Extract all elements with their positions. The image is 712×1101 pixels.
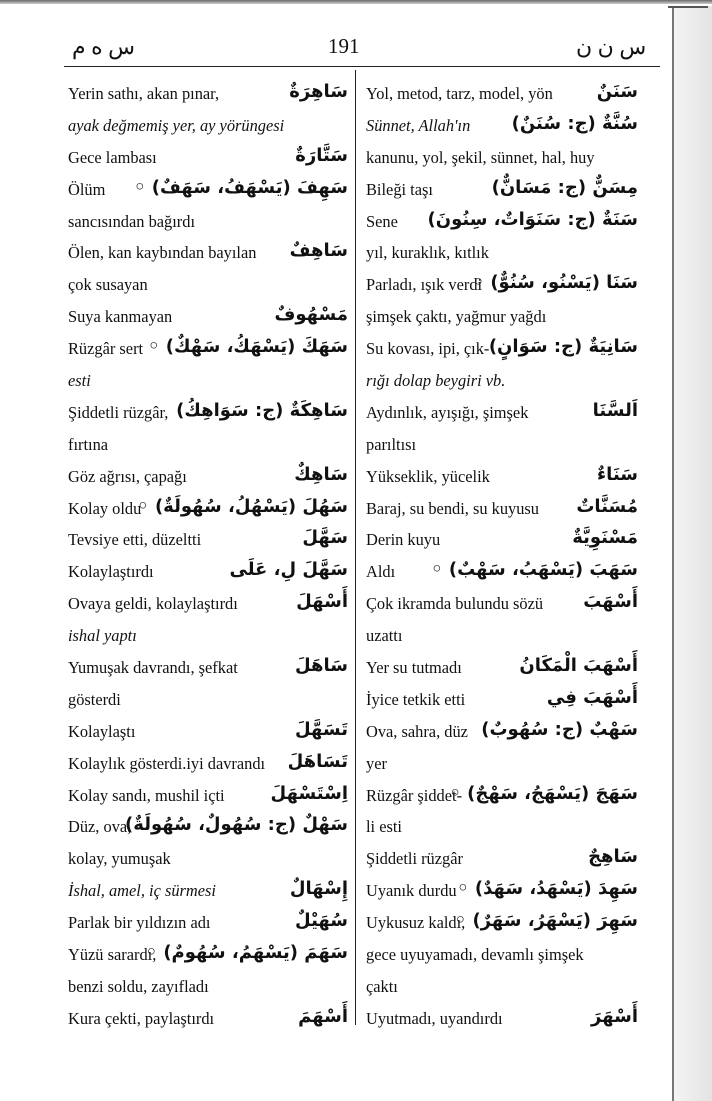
entry-line xyxy=(366,301,646,333)
entry-line xyxy=(68,397,348,429)
entry-line xyxy=(366,397,646,429)
entry-line xyxy=(366,365,646,397)
entry-line xyxy=(366,110,646,142)
entry-line xyxy=(68,684,348,716)
turkish-definition: Yüzü sarardı, xyxy=(68,945,157,965)
entry-line xyxy=(68,748,348,780)
turkish-definition: çok susayan xyxy=(68,275,148,295)
right-column xyxy=(366,78,646,1035)
entry-line xyxy=(366,684,646,716)
header-right-guide-letters: س ن ن xyxy=(576,34,647,59)
entry-line xyxy=(366,652,646,684)
turkish-definition: Uyutmadı, uyandırdı xyxy=(366,1008,503,1028)
entry-line xyxy=(68,461,348,493)
entry-line xyxy=(68,811,348,843)
entry-line xyxy=(68,780,348,812)
turkish-definition: yıl, kuraklık, kıtlık xyxy=(366,243,489,263)
turkish-definition: Bileği taşı xyxy=(366,179,433,199)
entry-line xyxy=(366,939,646,971)
arabic-headword: أَسْهَلَ xyxy=(296,591,348,613)
entry-line xyxy=(366,174,646,206)
entry-line xyxy=(366,429,646,461)
arabic-headword: سَهْبٌ (ج: سُهُوبٌ) xyxy=(481,718,638,740)
turkish-definition: Sene xyxy=(366,211,398,231)
arabic-headword: أَسْهَبَ xyxy=(583,591,638,613)
turkish-definition: şimşek çaktı, yağmur yağdı xyxy=(366,307,547,327)
turkish-definition: Çok ikramda bulundu sözü xyxy=(366,594,544,614)
turkish-definition: Parlak bir yıldızın adı xyxy=(68,913,211,933)
page-number: 191 xyxy=(328,34,360,58)
entry-line xyxy=(366,907,646,939)
entry-line xyxy=(366,78,646,110)
arabic-headword: سُنَّةٌ (ج: سُنَنٌ) xyxy=(511,112,638,134)
arabic-headword: مَسْهُوفٌ xyxy=(274,304,348,326)
entry-line xyxy=(68,907,348,939)
entry-line xyxy=(68,971,348,1003)
entry-line xyxy=(68,142,348,174)
turkish-definition: Ovaya geldi, kolaylaştırdı xyxy=(68,594,238,614)
entry-line xyxy=(68,588,348,620)
entry-line xyxy=(366,493,646,525)
entry-line xyxy=(366,269,646,301)
page-header xyxy=(64,30,660,64)
arabic-headword: سَهَّلَ xyxy=(302,527,348,549)
entry-line xyxy=(68,237,348,269)
entry-line xyxy=(366,843,646,875)
turkish-definition: Yol, metod, tarz, model, yön xyxy=(366,84,553,103)
turkish-definition: ishal yaptı xyxy=(68,626,137,646)
arabic-headword: سَنَاءٌ xyxy=(596,463,638,485)
entry-line xyxy=(68,524,348,556)
arabic-headword: سُهَيْلٌ xyxy=(295,910,348,932)
turkish-definition: Yükseklik, yücelik xyxy=(366,466,490,486)
turkish-definition: Uyanık durdu xyxy=(366,881,457,901)
turkish-definition: Aydınlık, ayışığı, şimşek xyxy=(366,402,529,422)
entry-line xyxy=(366,588,646,620)
entry-line xyxy=(366,716,646,748)
arabic-headword: أَسْهَبَ الْمَكَانُ xyxy=(519,655,638,677)
turkish-definition: uzattı xyxy=(366,626,403,646)
arabic-headword: أَسْهَبَ فِي xyxy=(546,686,638,708)
header-left-guide-letters: س ه م xyxy=(72,34,136,59)
turkish-definition: Tevsiye etti, düzeltti xyxy=(68,530,202,550)
entry-line xyxy=(366,206,646,238)
arabic-headword: أَسْهَمَ xyxy=(298,1005,348,1027)
arabic-headword: سَتَّارَةٌ xyxy=(295,144,348,166)
entry-line xyxy=(68,1003,348,1035)
entry-line xyxy=(68,174,348,206)
arabic-headword: سَهِفَ (يَسْهَفُ، سَهَفٌ) ◦ xyxy=(133,176,348,198)
arabic-headword: اِسْتَسْهَلَ xyxy=(270,782,348,804)
entry-line xyxy=(68,493,348,525)
entry-line xyxy=(68,206,348,238)
turkish-definition: kolay, yumuşak xyxy=(68,849,171,869)
turkish-definition: gece uyuyamadı, devamlı şimşek xyxy=(366,945,584,965)
arabic-headword: سَاهَلَ xyxy=(294,655,348,677)
arabic-headword: سَهُلَ (يَسْهُلُ، سُهُولَةٌ) ◦ xyxy=(137,495,348,517)
entry-line xyxy=(366,1003,646,1035)
entry-line xyxy=(366,142,646,174)
arabic-headword: أَسْهَرَ xyxy=(591,1005,638,1027)
turkish-definition: sancısından bağırdı xyxy=(68,211,195,231)
turkish-definition: Kolay oldu xyxy=(68,498,142,518)
entry-line xyxy=(68,652,348,684)
entry-line xyxy=(68,301,348,333)
entry-line xyxy=(68,429,348,461)
entry-line xyxy=(68,333,348,365)
entry-line xyxy=(366,333,646,365)
turkish-definition: Su kovası, ipi, çık- xyxy=(366,339,490,359)
arabic-headword: سَنَنٌ xyxy=(596,81,638,102)
turkish-definition: Düz, ova, xyxy=(68,817,132,837)
entry-line xyxy=(68,269,348,301)
turkish-definition: İyice tetkik etti xyxy=(366,689,466,709)
turkish-definition: Yumuşak davrandı, şefkat xyxy=(68,658,238,678)
arabic-headword: سَنَا (يَسْنُو، سُنُوٌّ) ◦ xyxy=(472,272,638,294)
turkish-definition: İshal, amel, iç sürmesi xyxy=(68,881,216,901)
turkish-definition: Parladı, ışık verdi xyxy=(366,275,483,295)
turkish-definition: Rüzgâr şiddet- xyxy=(366,785,463,805)
arabic-headword: مِسَنٌّ (ج: مَسَانٌّ) xyxy=(491,176,638,198)
arabic-headword: سَانِيَةٌ (ج: سَوَانٍ) xyxy=(488,336,638,358)
entry-line xyxy=(68,620,348,652)
turkish-definition: Rüzgâr sert xyxy=(68,339,144,359)
turkish-definition: yer xyxy=(366,753,387,773)
arabic-headword: سَاهِرَةٌ xyxy=(289,81,348,102)
turkish-definition: Yer su tutmadı xyxy=(366,658,462,678)
turkish-definition: Ova, sahra, düz xyxy=(366,721,468,741)
turkish-definition: Kura çekti, paylaştırdı xyxy=(68,1008,215,1028)
turkish-definition: Göz ağrısı, çapağı xyxy=(68,466,187,486)
turkish-definition: Kolaylaştı xyxy=(68,721,136,741)
turkish-definition: parıltısı xyxy=(366,434,417,454)
arabic-headword: سَاهِجٌ xyxy=(588,846,638,868)
turkish-definition: fırtına xyxy=(68,434,109,454)
turkish-definition: Derin kuyu xyxy=(366,530,441,550)
turkish-definition: esti xyxy=(68,371,91,391)
header-rule xyxy=(64,66,660,67)
arabic-headword: تَسَهَّلَ xyxy=(294,718,348,740)
turkish-definition: Şiddetli rüzgâr xyxy=(366,849,463,869)
entry-line xyxy=(68,843,348,875)
arabic-headword: سَنَةٌ (ج: سَنَوَاتٌ، سِنُونَ) xyxy=(427,208,638,230)
turkish-definition: Yerin sathı, akan pınar, xyxy=(68,84,220,103)
arabic-headword: إِسْهَالٌ xyxy=(289,878,348,900)
entry-line xyxy=(366,811,646,843)
arabic-headword: سَهِدَ (يَسْهَدُ، سَهَدٌ) ◦ xyxy=(457,878,638,900)
arabic-headword: سَهَمَ (يَسْهَمُ، سُهُومٌ) ◦ xyxy=(145,942,348,964)
entry-line xyxy=(366,780,646,812)
entry-line xyxy=(366,971,646,1003)
turkish-definition: Şiddetli rüzgâr, xyxy=(68,402,169,422)
arabic-headword: سَهَكَ (يَسْهَكُ، سَهْكٌ) ◦ xyxy=(147,336,348,358)
turkish-definition: rığı dolap beygiri vb. xyxy=(366,371,506,391)
entry-line xyxy=(68,365,348,397)
scan-edge-top xyxy=(0,0,712,4)
entry-line xyxy=(366,748,646,780)
arabic-headword: سَهْلٌ (ج: سُهُولٌ، سُهُولَةٌ) xyxy=(125,814,348,836)
turkish-definition: Baraj, su bendi, su kuyusu xyxy=(366,498,539,518)
entry-line xyxy=(366,524,646,556)
arabic-headword: سَهَبَ (يَسْهَبُ، سَهْبٌ) ◦ xyxy=(431,559,638,581)
turkish-definition: kanunu, yol, şekil, sünnet, hal, huy xyxy=(366,147,595,167)
turkish-definition: Aldı xyxy=(366,562,396,582)
turkish-definition: Ölen, kan kaybından bayılan xyxy=(68,243,257,263)
entry-line xyxy=(68,875,348,907)
arabic-headword: مُسَنَّاتٌ xyxy=(576,495,638,517)
turkish-definition: çaktı xyxy=(366,976,398,996)
arabic-headword: سَهَّلَ لِ، عَلَى xyxy=(229,559,348,581)
turkish-definition: Kolaylık gösterdi.iyi davrandı xyxy=(68,753,266,773)
turkish-definition: ayak değmemiş yer, ay yörüngesi xyxy=(68,115,285,135)
entry-line xyxy=(68,78,348,110)
turkish-definition: li esti xyxy=(366,817,402,837)
turkish-definition: Uykusuz kaldı, xyxy=(366,913,466,933)
turkish-definition: Kolay sandı, mushil içti xyxy=(68,785,225,805)
turkish-definition: Ölüm xyxy=(68,179,106,199)
entry-line xyxy=(68,556,348,588)
arabic-headword: سَاهِكٌ xyxy=(294,463,348,485)
turkish-definition: Kolaylaştırdı xyxy=(68,562,154,582)
left-column xyxy=(68,78,348,1035)
arabic-headword: سَاهِفٌ xyxy=(289,240,348,262)
arabic-headword: سَهِرَ (يَسْهَرُ، سَهَرٌ) ◦ xyxy=(454,910,638,932)
turkish-definition: Sünnet, Allah'ın xyxy=(366,115,471,135)
entry-line xyxy=(366,620,646,652)
entry-line xyxy=(366,556,646,588)
entry-line xyxy=(366,875,646,907)
entry-line xyxy=(366,461,646,493)
entry-line xyxy=(68,716,348,748)
arabic-headword: مَسْنَوِيَّةٌ xyxy=(572,527,638,549)
column-divider xyxy=(355,70,356,1025)
arabic-headword: سَهَجَ (يَسْهَجُ، سَهْجٌ) ◦ xyxy=(449,782,638,804)
turkish-definition: benzi soldu, zayıfladı xyxy=(68,976,209,996)
entry-line xyxy=(68,939,348,971)
entry-line xyxy=(366,237,646,269)
turkish-definition: Suya kanmayan xyxy=(68,307,173,327)
turkish-definition: Gece lambası xyxy=(68,147,157,167)
entry-line xyxy=(68,110,348,142)
arabic-headword: سَاهِكَةٌ (ج: سَوَاهِكُ) xyxy=(176,399,348,421)
arabic-headword: اَلسَّنَا xyxy=(592,399,638,421)
turkish-definition: gösterdi xyxy=(68,689,121,709)
page-edge-shadow xyxy=(672,6,712,1101)
arabic-headword: تَسَاهَلَ xyxy=(287,750,348,772)
